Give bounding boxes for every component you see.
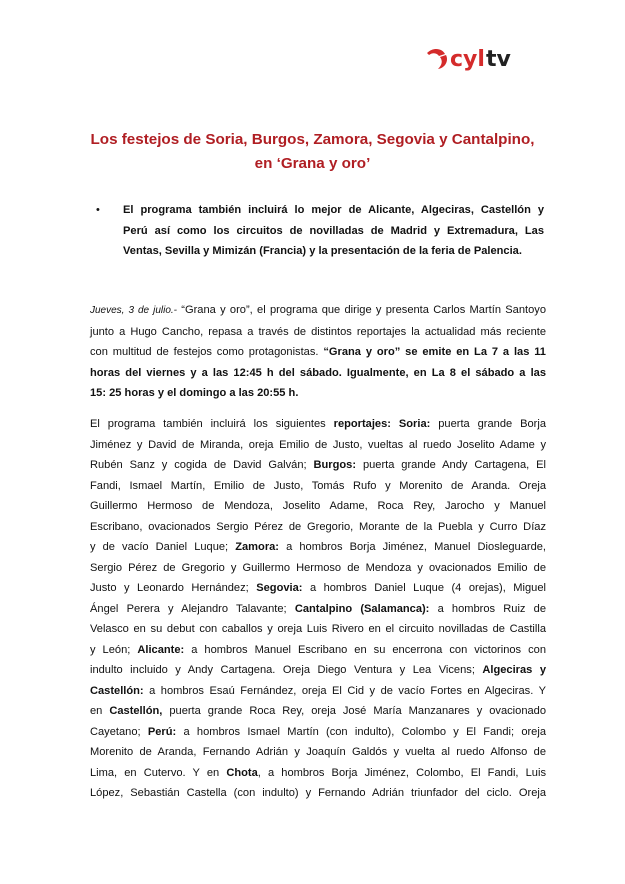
para-line bbox=[90, 383, 546, 404]
bold-span: Burgos: bbox=[313, 459, 357, 471]
text-span: El programa también incluirá los siguientes bbox=[90, 418, 334, 430]
para-line bbox=[90, 763, 546, 784]
text-span: con multitud de festejos como protagonistas. bbox=[90, 346, 324, 358]
bold-span: Chota bbox=[226, 766, 258, 779]
para-line: Jiménez y David de Miranda, oreja Emilio de Justo, vueltas al ruedo Joselito Adame y bbox=[90, 438, 546, 451]
text-span: a hombros Borja Jiménez, Manuel Diosleguarde, bbox=[279, 541, 547, 553]
bold-span: Castellón, bbox=[109, 705, 163, 717]
text-span: a hombros Esaú Fernández, oreja El Cid y de vacío Fortes en Algeciras. Y bbox=[143, 684, 546, 697]
para-line bbox=[90, 660, 546, 681]
text-span: a hombros Daniel Luque (4 orejas), Miguel bbox=[302, 582, 546, 594]
para-line: Morenito de Aranda, Fernando Adrián y Joaquín Galdós y vuelta al ruedo Alfonso de bbox=[90, 746, 546, 758]
bold-span: Alicante: bbox=[137, 643, 185, 656]
text-span: Ángel Perera y Alejandro Talavante; bbox=[90, 602, 295, 615]
reports-paragraph bbox=[90, 414, 546, 804]
text-span: Justo y Leonardo Hernández; bbox=[90, 582, 257, 594]
para-line bbox=[90, 537, 546, 558]
para-line: Escribano, ovacionados Sergio Pérez de Gregorio, Morante de la Puebla y Curro Díaz bbox=[90, 520, 546, 533]
para-line: Velasco en su debut con caballos y oreja Luis Rivero en el circuito novilladas de Castilla bbox=[90, 623, 546, 635]
bold-span: reportajes: Soria: bbox=[333, 418, 431, 430]
broadcast-info: horas del viernes y a las 12:45 h del sábado. Igualmente, en La 8 el sábado a las bbox=[90, 366, 546, 379]
dateline: Jueves, 3 de julio.- bbox=[90, 305, 177, 316]
para-line bbox=[90, 363, 546, 384]
text-span: puerta grande Andy Cartagena, El bbox=[356, 459, 546, 471]
para-line: López, Sebastián Castella (con indulto) y Fernando Adrián triunfador del ciclo. Oreja bbox=[90, 787, 546, 799]
bold-span: Castellón: bbox=[90, 684, 144, 697]
para-line: Guillermo Hermoso de Mendoza, Joselito Adame, Roca Rey, Jarocho y Manuel bbox=[90, 500, 546, 512]
para-line: junto a Hugo Cancho, repasa a través de distintos reportajes la actualidad más reciente bbox=[90, 325, 546, 338]
text-span: “Grana y oro”, el programa que dirige y presenta Carlos Martín Santoyo bbox=[177, 304, 546, 316]
svg-text:tv: tv bbox=[486, 47, 511, 72]
document-title bbox=[60, 128, 565, 176]
para-line bbox=[90, 300, 546, 322]
text-span: a hombros Ruiz de bbox=[429, 602, 546, 615]
para-line bbox=[90, 599, 546, 620]
bullet-line: El programa también incluirá lo mejor de Alicante, Algeciras, Castellón y bbox=[123, 204, 544, 216]
text-span: en bbox=[90, 705, 110, 717]
bullet-line: Ventas, Sevilla y Mimizán (Francia) y la presentación de la feria de Palencia. bbox=[123, 245, 522, 257]
bullet-text bbox=[123, 200, 544, 262]
text-span: Lima, en Cutervo. Y en bbox=[90, 766, 227, 779]
intro-paragraph bbox=[90, 300, 546, 404]
para-line: Fandi, Ismael Martín, Emilio de Justo, Tomás Rufo y Morenito de Aranda. Oreja bbox=[90, 479, 546, 492]
text-span: y de vacío Daniel Luque; bbox=[90, 541, 236, 553]
text-span: a hombros Ismael Martín (con indulto), Colombo y El Fandi; oreja bbox=[176, 725, 546, 738]
bold-span: Algeciras y bbox=[482, 664, 546, 676]
svg-text:cyl: cyl bbox=[450, 47, 485, 72]
text-span: puerta grande Borja bbox=[430, 418, 546, 430]
bold-span: Segovia: bbox=[256, 582, 303, 594]
text-span: Rubén Sanz y cogida de David Galván; bbox=[90, 459, 314, 471]
para-line bbox=[90, 414, 546, 435]
text-span: Cayetano; bbox=[90, 725, 148, 738]
cyltv-logo bbox=[425, 40, 525, 74]
bold-span: Cantalpino (Salamanca): bbox=[294, 602, 430, 615]
para-line: Sergio Pérez de Gregorio y Guillermo Hermoso de Mendoza y ovacionados Emilio de bbox=[90, 561, 546, 574]
text-span: indulto incluido y Andy Cartagena. Oreja Diego Ventura y Lea Vicens; bbox=[90, 664, 483, 676]
bold-span: Perú: bbox=[147, 725, 177, 738]
para-line bbox=[90, 681, 546, 702]
para-line bbox=[90, 455, 546, 476]
text-span: puerta grande Roca Rey, oreja José María Manzanares y ovacionado bbox=[162, 705, 546, 717]
text-span: y León; bbox=[90, 643, 138, 656]
bullet-dot-icon: • bbox=[96, 204, 100, 216]
para-line bbox=[90, 640, 546, 661]
cyltv-logo-mark bbox=[425, 40, 525, 74]
bullet-line: Perú así como los circuitos de novilladas de Madrid y Extremadura, Las bbox=[123, 224, 544, 237]
title-line-2: en ‘Grana y oro’ bbox=[254, 155, 371, 172]
para-line bbox=[90, 701, 546, 722]
broadcast-info: 15: 25 horas y el domingo a las 20:55 h. bbox=[90, 387, 299, 399]
title-line-1: Los festejos de Soria, Burgos, Zamora, Segovia y Cantalpino, bbox=[90, 131, 535, 148]
para-line bbox=[90, 578, 546, 599]
para-line bbox=[90, 722, 546, 743]
text-span: a hombros Manuel Escribano en su encerrona con victorinos con bbox=[184, 643, 546, 656]
text-span: , a hombros Borja Jiménez, Colombo, El Fandi, Luis bbox=[257, 766, 546, 779]
bold-span: Zamora: bbox=[235, 541, 280, 553]
broadcast-info: “Grana y oro” se emite en La 7 a las 11 bbox=[323, 346, 546, 358]
para-line bbox=[90, 342, 546, 363]
